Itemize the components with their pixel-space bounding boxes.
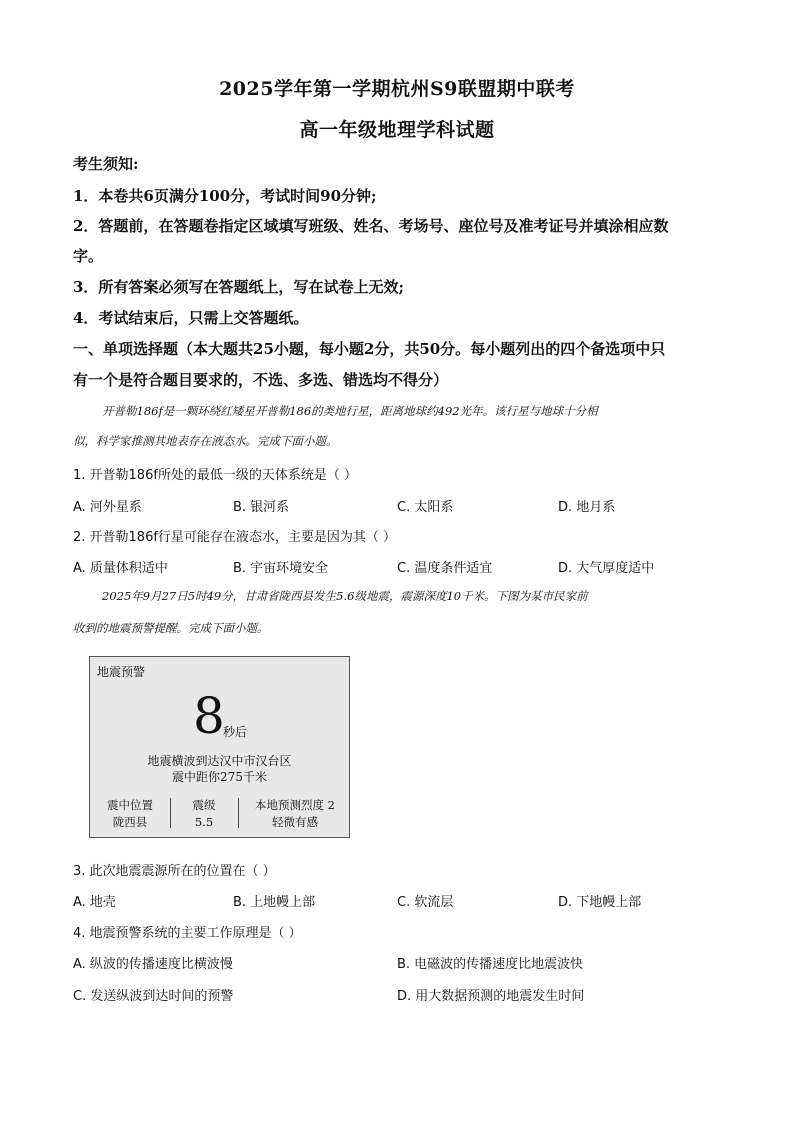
alert-title: 地震预警: [97, 665, 146, 679]
option-a: A. 地壳: [73, 895, 116, 910]
option-b: B. 银河系: [233, 500, 290, 515]
exam-title: 2025学年第一学期杭州S9联盟期中联考: [219, 78, 575, 100]
material-text: 收到的地震预警提醒。完成下面小题。: [73, 621, 269, 635]
option-d: D. 地月系: [558, 500, 616, 515]
question-stem: 1. 开普勒186f所处的最低一级的天体系统是（ ）: [73, 468, 358, 483]
notice-heading: 考生须知:: [73, 155, 139, 173]
option-b: B. 上地幔上部: [233, 895, 316, 910]
notice-item: 2．答题前，在答题卷指定区域填写班级、姓名、考场号、座位号及准考证号并填涂相应数: [73, 217, 669, 235]
option-b: B. 电磁波的传播速度比地震波快: [397, 957, 584, 972]
question-stem: 3. 此次地震震源所在的位置在（ ）: [73, 864, 276, 879]
notice-item: 4．考试结束后，只需上交答题纸。: [73, 309, 309, 327]
intensity-label: 本地预测烈度: [255, 798, 324, 812]
intensity-value: 2: [327, 798, 335, 812]
option-c: C. 温度条件适宜: [397, 561, 493, 576]
alert-distance-text: 震中距你275千米: [172, 770, 267, 784]
exam-subtitle: 高一年级地理学科试题: [299, 119, 495, 141]
divider: [170, 798, 171, 828]
option-d: D. 用大数据预测的地震发生时间: [397, 989, 585, 1004]
intensity-desc: 轻微有感: [272, 815, 318, 829]
question-stem: 2. 开普勒186f行星可能存在液态水，主要是因为其（ ）: [73, 530, 397, 545]
option-a: A. 质量体积适中: [73, 561, 168, 576]
alert-arrival-text: 地震横波到达汉中市汉台区: [147, 754, 292, 768]
question-stem: 4. 地震预警系统的主要工作原理是（ ）: [73, 926, 302, 941]
intensity-row: [242, 797, 348, 814]
epicenter-column: [98, 797, 162, 831]
section-heading: 一、单项选择题（本大题共25小题，每小题2分，共50分。每小题列出的四个备选项中只: [73, 340, 666, 358]
option-a: A. 河外星系: [73, 500, 142, 515]
option-a: A. 纵波的传播速度比横波慢: [73, 957, 233, 972]
option-c: C. 发送纵波到达时间的预警: [73, 989, 234, 1004]
epicenter-value: 陇西县: [112, 815, 148, 829]
notice-item: 1．本卷共6页满分100分，考试时间90分钟;: [73, 187, 377, 205]
magnitude-label: 震级: [192, 798, 216, 812]
material-text: 2025年9月27日5时49分，甘肃省陇西县发生5.6级地震，震源深度10千米。下图为某市民家前: [102, 589, 588, 603]
material-text: 开普勒186f是一颗环绕红矮星开普勒186的类地行星，距离地球约492光年。该行星与地球十分相: [102, 404, 598, 418]
option-c: C. 软流层: [397, 895, 454, 910]
divider: [238, 798, 239, 828]
option-d: D. 大气厚度适中: [558, 561, 655, 576]
countdown-unit: 秒后: [223, 725, 248, 739]
material-text: 似，科学家推测其地表存在液态水。完成下面小题。: [73, 434, 338, 448]
option-d: D. 下地幔上部: [558, 895, 642, 910]
earthquake-alert-card: [89, 656, 350, 838]
intensity-column: [242, 797, 348, 831]
epicenter-label: 震中位置: [107, 798, 153, 812]
notice-item: 字。: [73, 247, 104, 265]
section-heading-cont: 有一个是符合题目要求的，不选、多选、错选均不得分）: [73, 371, 449, 389]
notice-item: 3．所有答案必须写在答题纸上，写在试卷上无效;: [73, 278, 404, 296]
magnitude-column: [174, 797, 234, 831]
option-c: C. 太阳系: [397, 500, 454, 515]
countdown-number: 8: [193, 687, 225, 745]
magnitude-value: 5.5: [194, 815, 214, 829]
option-b: B. 宇宙环境安全: [233, 561, 329, 576]
